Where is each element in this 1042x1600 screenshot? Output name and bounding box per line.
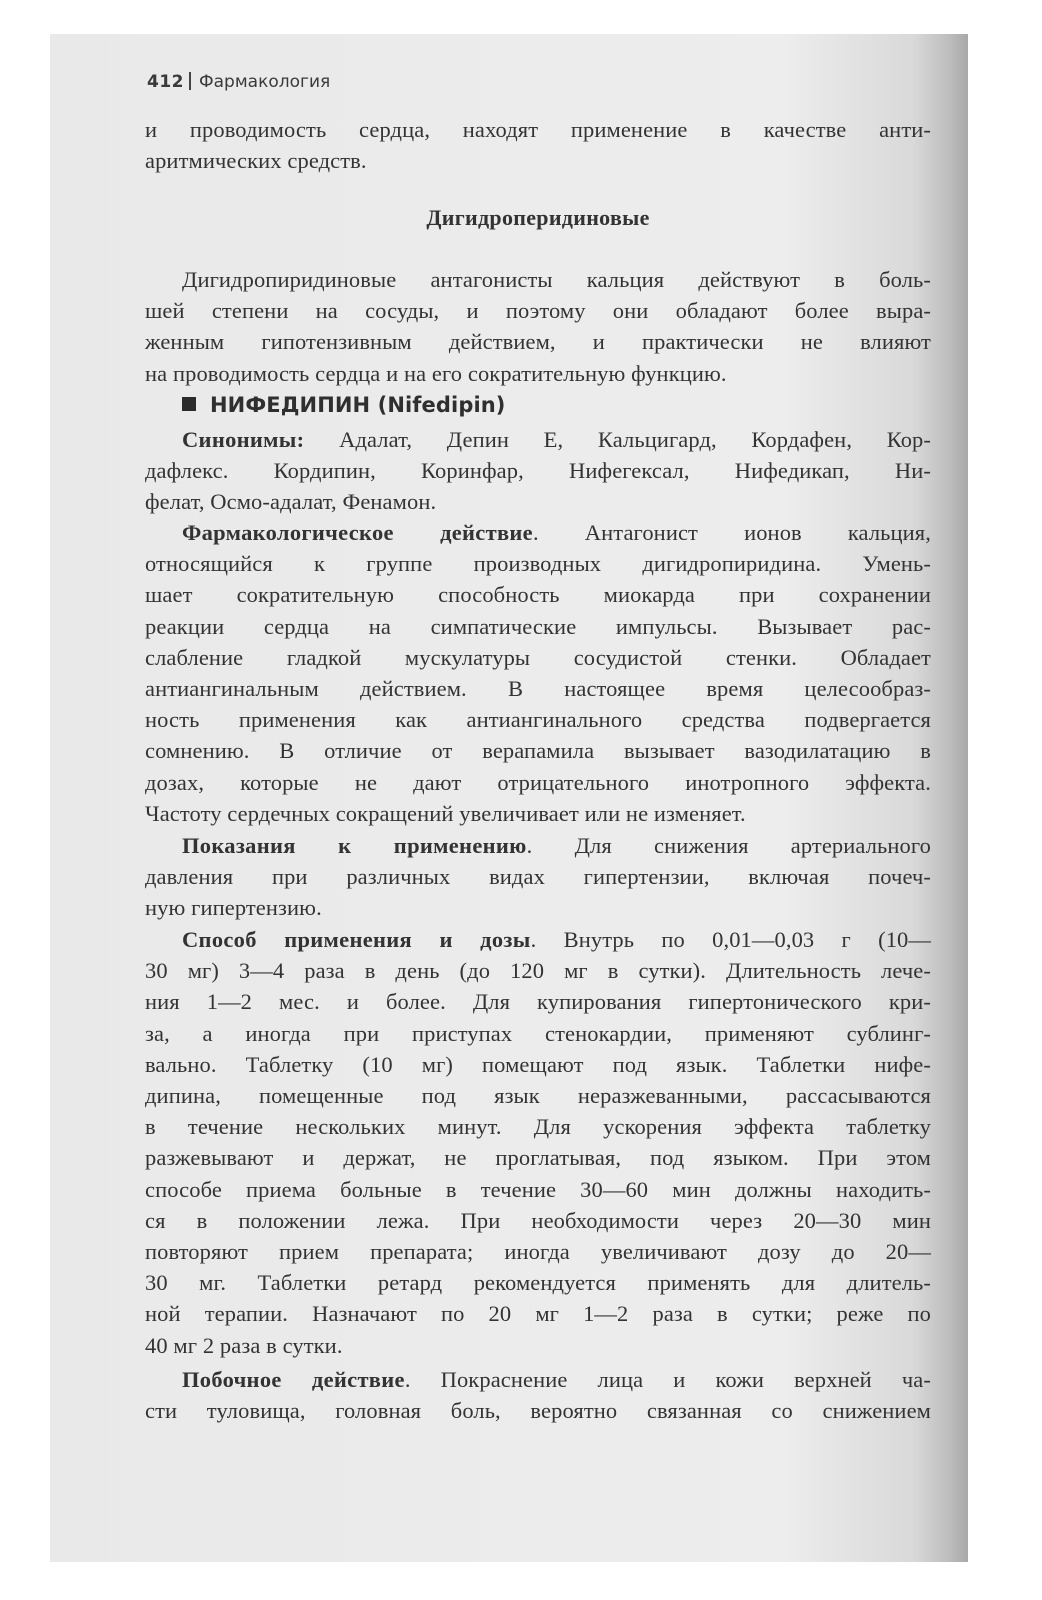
- section-paragraph: [145, 264, 931, 389]
- indications-term: Показания к применению: [182, 833, 527, 858]
- text-line: Дигидропиридиновые антагонисты кальция действуют в боль-: [182, 267, 931, 292]
- text-line: ную гипертензию.: [145, 895, 322, 921]
- text-line: разжевывают и держат, не проглатывая, под языком. При этом: [145, 1145, 931, 1171]
- side-effects-paragraph: [145, 1364, 931, 1426]
- text-line: ность применения как антиангинального средства подвергается: [145, 707, 931, 733]
- synonyms-paragraph: [145, 424, 931, 518]
- text-line: [145, 830, 931, 861]
- text-line: [145, 424, 931, 455]
- text-line: вально. Таблетку (10 мг) помещают под язык. Таблетки нифе-: [145, 1051, 931, 1077]
- text-line: аритмических средств.: [145, 148, 367, 174]
- text-line: на проводимость сердца и на его сократительную функцию.: [145, 360, 727, 386]
- synonyms-term: Синонимы:: [182, 427, 305, 452]
- action-term: Фармакологическое действие: [182, 520, 533, 545]
- dosage-paragraph: [145, 924, 931, 1361]
- text-line: дипина, помещенные под язык неразжеванными, рассасываются: [145, 1083, 931, 1109]
- text-line: за, а иногда при приступах стенокардии, применяют сублинг-: [145, 1020, 931, 1046]
- text-line: ния 1—2 мес. и более. Для купирования гипертонического кри-: [145, 989, 931, 1015]
- text-line: 30 мг. Таблетки ретард рекомендуется применять для длитель-: [145, 1270, 931, 1296]
- text-line: слабление гладкой мускулатуры сосудистой стенки. Обладает: [145, 644, 931, 670]
- text-line: дафлекс. Кордипин, Коринфар, Нифегексал, Нифедикап, Ни-: [145, 458, 931, 484]
- text-line: 40 мг 2 раза в сутки.: [145, 1332, 343, 1358]
- text-line: Частоту сердечных сокращений увеличивает или не изменяет.: [145, 800, 746, 826]
- dosage-term: Способ применения и дозы: [182, 927, 531, 952]
- text-line: и проводимость сердца, находят применение в качестве анти-: [145, 117, 931, 142]
- drug-heading: [182, 390, 506, 421]
- drug-name: НИФЕДИПИН (Nifedipin): [210, 393, 506, 417]
- text-line: женным гипотензивным действием, и практически не влияют: [145, 329, 931, 355]
- text-line: шей степени на сосуды, и поэтому они обладают более выра-: [145, 298, 931, 324]
- running-head: [147, 72, 330, 92]
- header-divider: [189, 72, 191, 90]
- text-line: [145, 517, 931, 548]
- book-page: [50, 34, 968, 1562]
- text-line: повторяют прием препарата; иногда увеличивают дозу до 20—: [145, 1239, 931, 1265]
- indications-paragraph: [145, 830, 931, 924]
- dosage-text: . Внутрь по 0,01—0,03 г (10—: [530, 927, 931, 952]
- page-number: 412: [147, 72, 184, 92]
- text-line: [145, 924, 931, 955]
- text-line: [145, 1364, 931, 1395]
- text-line: реакции сердца на симпатические импульсы. Вызывает рас-: [145, 613, 931, 639]
- synonyms-text: Адалат, Депин Е, Кальцигард, Кордафен, Кор-: [304, 427, 931, 452]
- text-line: способе приема больные в течение 30—60 мин должны находить-: [145, 1176, 931, 1202]
- text-line: 30 мг) 3—4 раза в день (до 120 мг в сутки). Длительность лече-: [145, 958, 931, 984]
- side-effects-term: Побочное действие: [182, 1367, 405, 1392]
- text-line: дозах, которые не дают отрицательного инотропного эффекта.: [145, 769, 931, 795]
- book-title: Фармакология: [199, 72, 331, 92]
- text-line: антиангинальным действием. В настоящее время целесообраз-: [145, 676, 931, 702]
- text-line: относящийся к группе производных дигидропиридина. Умень-: [145, 551, 931, 577]
- text-line: шает сократительную способность миокарда при сохранении: [145, 582, 931, 608]
- action-text: . Антагонист ионов кальция,: [532, 520, 931, 545]
- text-line: ной терапии. Назначают по 20 мг 1—2 раза в сутки; реже по: [145, 1301, 931, 1327]
- action-paragraph: [145, 517, 931, 829]
- text-line: фелат, Осмо-адалат, Фенамон.: [145, 489, 437, 515]
- section-heading: Дигидроперидиновые: [426, 205, 650, 230]
- indications-text: . Для снижения артериального: [526, 833, 931, 858]
- side-effects-text: . Покраснение лица и кожи верхней ча-: [404, 1367, 931, 1392]
- text-line: давления при различных видах гипертензии, включая почеч-: [145, 864, 931, 890]
- square-bullet-icon: [182, 397, 196, 411]
- intro-paragraph: [145, 114, 931, 176]
- text-line: сомнению. В отличие от верапамила вызывает вазодилатацию в: [145, 738, 931, 764]
- text-line: ся в положении лежа. При необходимости через 20—30 мин: [145, 1207, 931, 1233]
- text-line: в течение нескольких минут. Для ускорения эффекта таблетку: [145, 1114, 931, 1140]
- text-line: сти туловища, головная боль, вероятно связанная со снижением: [145, 1398, 931, 1424]
